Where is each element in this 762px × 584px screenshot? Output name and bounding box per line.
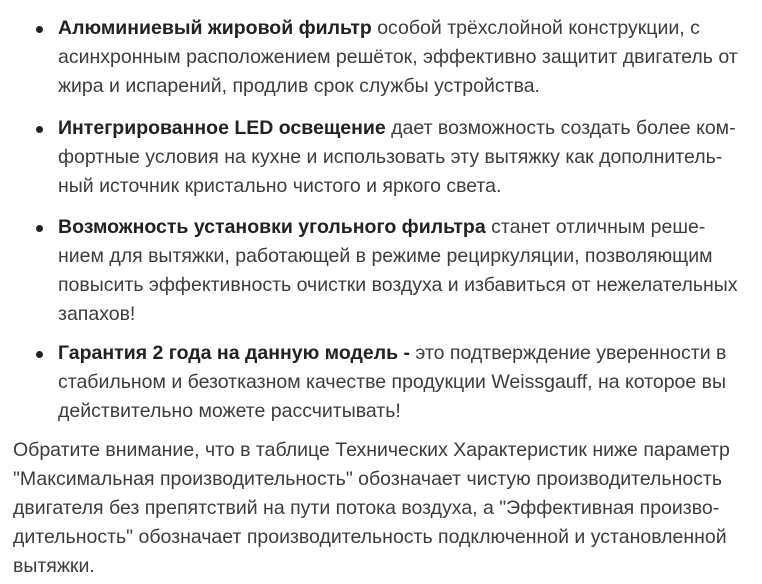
feature-text: стабильном и безотказном качестве продукции Weissgauff, на которое вы — [58, 371, 727, 393]
feature-item-carbon-filter — [58, 213, 762, 329]
note-text: "Максимальная производительность" обозначает чистую производительность — [13, 468, 723, 490]
feature-text: фортные условия на кухне и использовать эту вытяжку как дополнитель- — [58, 146, 723, 168]
feature-text: это подтверждение уверенности в — [410, 342, 727, 364]
bullet-icon — [36, 225, 43, 232]
note-text: дительность" обозначает производительность подключенной и установленной — [13, 526, 727, 548]
bullet-icon — [36, 126, 43, 133]
feature-item-grease-filter — [58, 14, 762, 101]
feature-text: повысить эффективность очистки воздуха и избавиться от нежелательных — [58, 274, 738, 296]
note-text: двигателя без препятствий на пути потока воздуха, а "Эффективная произво- — [13, 497, 720, 519]
feature-title: Интегрированное LED освещение — [58, 117, 386, 139]
feature-text: станет отличным реше- — [485, 216, 706, 238]
feature-text: жира и испарений, продлив срок службы устройства. — [58, 75, 540, 97]
feature-text: дает возможность создать более ком- — [385, 117, 736, 139]
feature-title: Гарантия 2 года на данную модель - — [58, 342, 410, 364]
feature-item-led-lighting — [58, 114, 762, 201]
feature-text: нием для вытяжки, работающей в режиме рециркуляции, позволяющим — [58, 245, 713, 267]
feature-title: Возможность установки угольного фильтра — [58, 216, 486, 238]
bullet-icon — [36, 26, 43, 33]
feature-text: асинхронным расположением решёток, эффективно защитит двигатель от — [58, 46, 738, 68]
performance-note — [13, 436, 762, 581]
feature-item-warranty — [58, 339, 762, 426]
note-text: вытяжки. — [13, 555, 95, 577]
feature-text: особой трёхслойной конструкции, с — [371, 17, 700, 39]
feature-title: Алюминиевый жировой фильтр — [58, 17, 372, 39]
feature-text: действительно можете рассчитывать! — [58, 400, 401, 422]
note-text: Обратите внимание, что в таблице Технических Характеристик ниже параметр — [13, 439, 730, 461]
bullet-icon — [36, 351, 43, 358]
feature-text: запахов! — [58, 303, 136, 325]
feature-text: ный источник кристально чистого и яркого света. — [58, 175, 502, 197]
